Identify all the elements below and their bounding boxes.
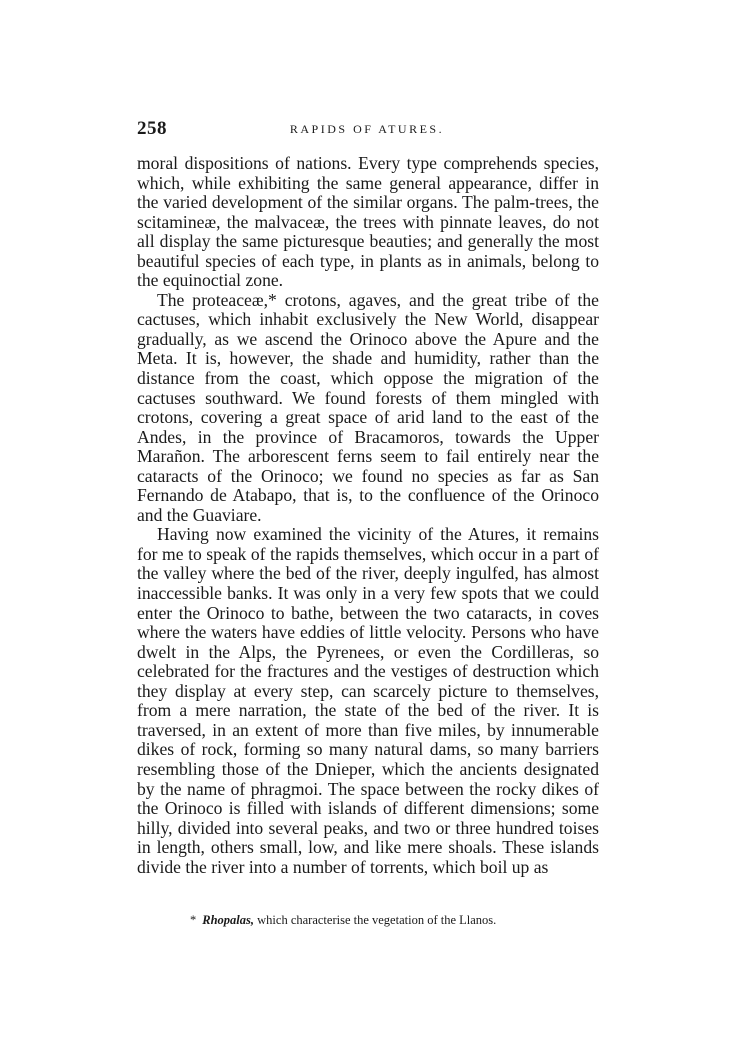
footnote <box>190 912 590 928</box>
footnote-marker: * <box>190 913 197 927</box>
running-head <box>137 118 597 140</box>
page-number: 258 <box>137 118 167 139</box>
paragraph-1: moral dispositions of nations. Every type comprehends species, which, while exhibiting the same general appearance, differ in the varied development of the similar organs. The palm-trees, the scitamineæ, the malvaceæ, the trees with pinnate leaves, do not all display the same picturesque beauties; and generally the most beautiful species of each type, in plants as in animals, belong to the equinoctial zone. <box>137 153 599 291</box>
paragraph-2: The proteaceæ,* crotons, agaves, and the great tribe of the cactuses, which inhabit exclusively the New World, disappear gradually, as we ascend the Orinoco above the Apure and the Meta. It is, however, the shade and humidity, rather than the distance from the coast, which oppose the migration of the cactuses southward. We found forests of them mingled with crotons, covering a great space of arid land to the east of the Andes, in the province of Bracamoros, towards the Upper Marañon. The arborescent ferns seem to fail entirely near the cataracts of the Orinoco; we found no species as far as San Fernando de Atabapo, that is, to the confluence of the Orinoco and the Guaviare. <box>137 289 599 525</box>
footnote-term: Rhopalas, <box>202 913 255 927</box>
body-text <box>137 154 599 877</box>
running-title: RAPIDS OF ATURES. <box>289 122 445 136</box>
paragraph-3: Having now examined the vicinity of the Atures, it remains for me to speak of the rapids themselves, which occur in a part of the valley where the bed of the river, deeply ingulfed, has almost inaccessible banks. It was only in a very few spots that we could enter the Orinoco to bathe, between the two cataracts, in coves where the waters have eddies of little velocity. Persons who have dwelt in the Alps, the Pyrenees, or even the Cordilleras, so celebrated for the fractures and the vestiges of destruction which they display at every step, can scarcely picture to themselves, from a mere narration, the state of the bed of the river. It is traversed, in an extent of more than five miles, by innumerable dikes of rock, forming so many natural dams, so many barriers resembling those of the Dnieper, which the ancients designated by the name of phragmoi. The space between the rocky dikes of the Orinoco is filled with islands of different dimensions; some hilly, divided into several peaks, and two or three hundred toises in length, others small, low, and like mere shoals. These islands divide the river into a number of torrents, which boil up as <box>137 524 599 877</box>
footnote-text: which characterise the vegetation of the Llanos. <box>254 913 497 927</box>
